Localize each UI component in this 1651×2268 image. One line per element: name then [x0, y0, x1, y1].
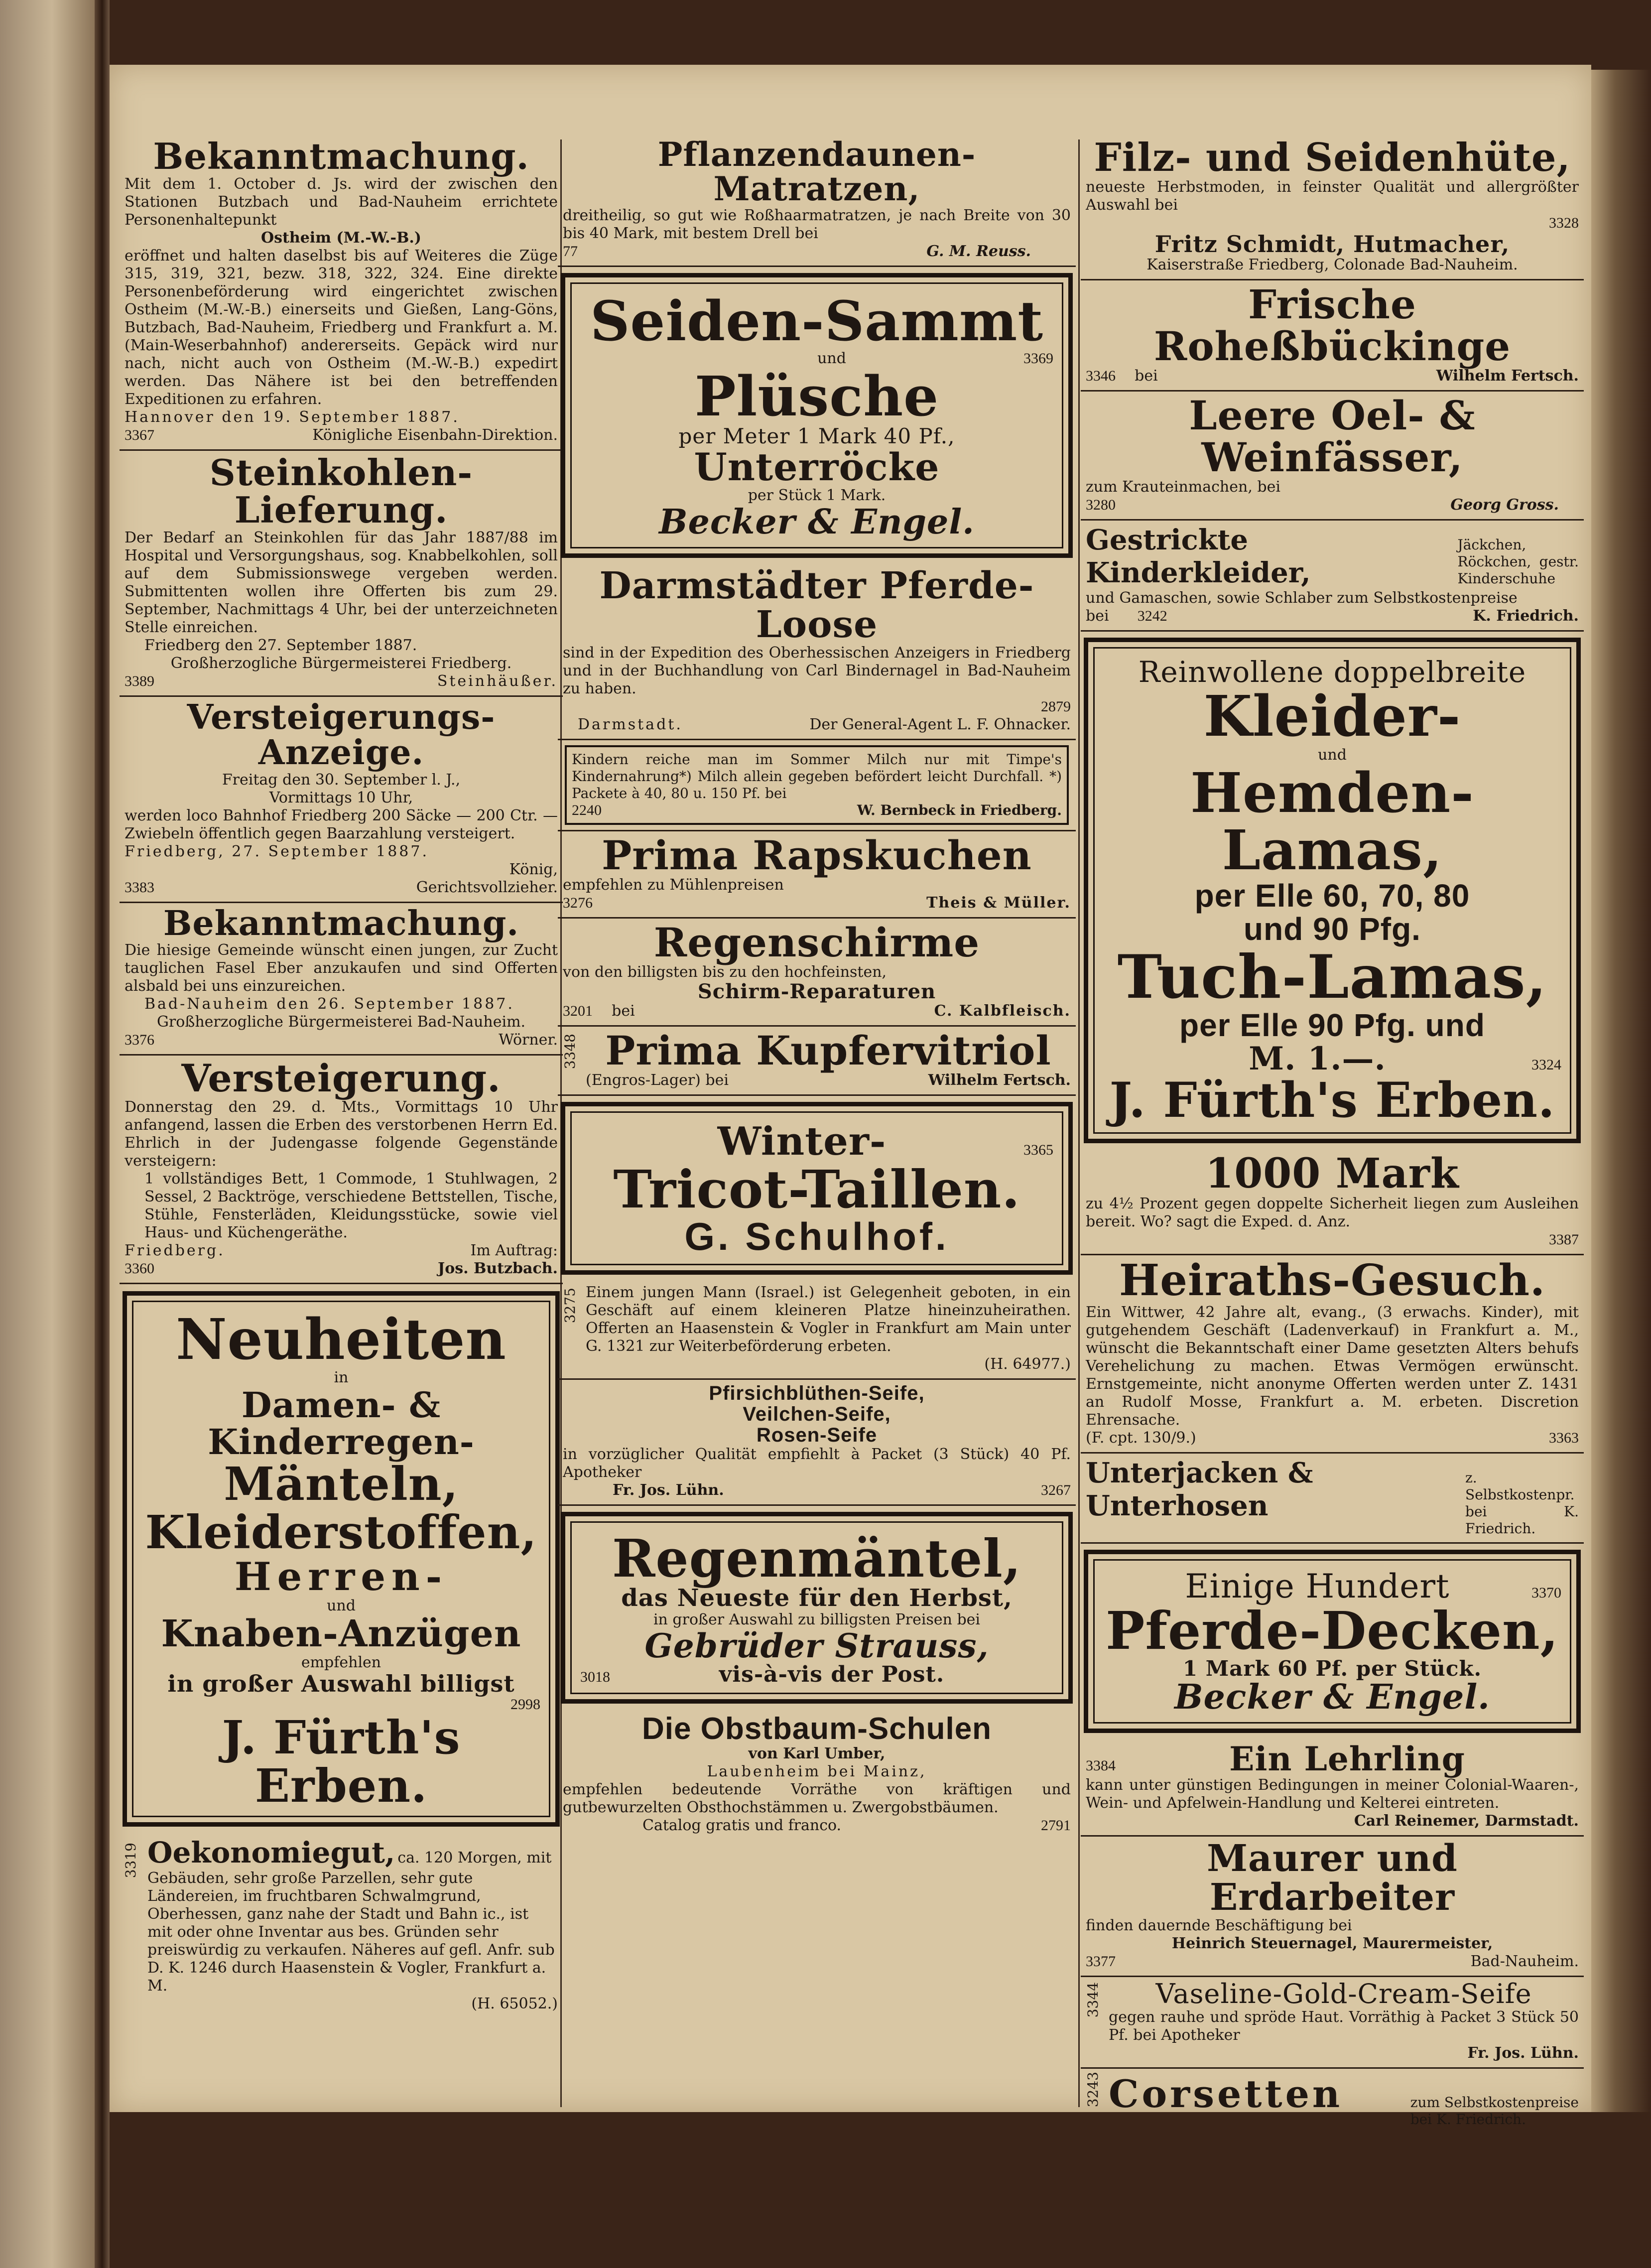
ad-regenmaentel-box [561, 1512, 1073, 1704]
ad-number: 3324 [1531, 1057, 1561, 1073]
ad-title: Die Obstbaum-Schulen [641, 1712, 992, 1746]
ad-bei: bei [612, 1002, 635, 1020]
ad-title: Heiraths-Gesuch. [1119, 1255, 1545, 1306]
ad-side: Jäckchen, Röckchen, gestr. Kinderschuhe [1457, 536, 1579, 587]
ad-versteigerungs-anzeige [120, 697, 563, 903]
ad-signature: W. Bernbeck in Friedberg. [857, 802, 1062, 819]
ad-office: Großherzogliche Bürgermeisterei Bad-Nauheim. [156, 1013, 526, 1031]
ad-subtitle: Schirm-Reparaturen [697, 980, 936, 1004]
ad-line: und [817, 350, 846, 368]
ad-number: 3344 [1085, 1982, 1101, 2018]
ad-line: Catalog gratis und franco. [642, 1817, 842, 1835]
ad-line: Einige Hundert [1185, 1567, 1450, 1605]
ad-number: 3377 [1086, 1953, 1116, 1970]
ad-body: werden loco Bahnhof Friedberg 200 Säcke — 200 Ctr. — Zwiebeln öffentlich gegen Baarzahlung versteigert. [125, 806, 558, 842]
ad-line: Damen- & Kinderregen- [208, 1384, 475, 1463]
ad-line: Plüsche [694, 364, 939, 429]
ad-maurer [1081, 1837, 1584, 1977]
ad-line: 1 Mark 60 Pf. per Stück. [1182, 1656, 1482, 1681]
ad-line: Unterröcke [694, 444, 940, 489]
ad-line: vis-à-vis der Post. [719, 1662, 945, 1688]
ad-body: sind in der Expedition des Oberhessischen Anzeigers in Friedberg und in der Buchhandlung von Carl Bindernagel in Bad-Nauheim zu haben. [563, 644, 1071, 698]
ad-line: und 90 Pfg. [1244, 911, 1421, 947]
ad-name: König, [509, 860, 558, 878]
ad-title: Versteigerung. [181, 1056, 501, 1100]
ad-neuheiten-box [123, 1291, 560, 1827]
ad-title: Winter- [717, 1119, 887, 1165]
ad-signature: Jos. Butzbach. [438, 1259, 558, 1277]
ad-number: 3389 [125, 672, 154, 689]
ad-line: Veilchen-Seife, [743, 1403, 891, 1426]
ad-number: 3365 [1023, 1142, 1053, 1159]
ad-line: per Stück 1 Mark. [748, 487, 886, 505]
ad-number: 3370 [1531, 1584, 1561, 1601]
page-edge-right [1591, 70, 1651, 2112]
ad-line: G. Schulhof. [684, 1214, 949, 1259]
ad-signature: Wilhelm Fertsch. [1436, 367, 1579, 385]
ad-signature: Gerichtsvollzieher. [416, 878, 558, 896]
ad-number: 3242 [1137, 608, 1167, 625]
ad-list: 1 vollständiges Bett, 1 Commode, 1 Stuhlwagen, 2 Sessel, 2 Backtröge, verschiedene Bettstellen, Tische, Stühle, Fensterläden, Kleidungsstücke, sowie viel Haus- und Küchengeräthe. [144, 1170, 558, 1241]
column-3 [1081, 134, 1584, 2133]
ad-signature: Fr. Jos. Lühn. [613, 1481, 724, 1499]
ad-number: 3243 [1085, 2071, 1101, 2108]
ad-title: Prima Kupfervitriol [605, 1027, 1051, 1074]
ad-line: Tuch-Lamas, [1117, 942, 1547, 1013]
ad-title: Seiden-Sammt [590, 288, 1044, 353]
ad-line: Rosen-Seife [756, 1424, 878, 1447]
ad-title: Leere Oel- & Weinfässer, [1189, 392, 1476, 481]
ad-number: 2879 [1041, 698, 1071, 715]
ad-ref: (H. 65052.) [471, 1995, 558, 2012]
ad-side: z. Selbstkostenpr. [1465, 1469, 1575, 1503]
ad-title: Steinkohlen-Lieferung. [209, 451, 473, 532]
column-rule [1078, 139, 1080, 2107]
ad-line: Knaben-Anzügen [161, 1612, 521, 1656]
ad-body: (Engros-Lager) bei [586, 1071, 729, 1089]
left-facing-page-edge [0, 0, 95, 2268]
ad-corsetten [1081, 2069, 1584, 2133]
ad-body: Einem jungen Mann (Israel.) ist Gelegenheit geboten, in ein Geschäft auf einem kleineren Platze hineinzuheirathen. Offerten an Haasenstein & Vogler in Frankfurt am Main unter G. 1321 zur Weiterbeförderung erbeten. [586, 1284, 1071, 1355]
ad-line: in großer Auswahl zu billigsten Preisen bei [653, 1610, 981, 1628]
ad-line: per Elle 90 Pfg. und [1179, 1007, 1485, 1044]
ad-line: J. Fürth's Erben. [222, 1711, 461, 1813]
ad-body: Ein Wittwer, 42 Jahre alt, evang., (3 erwachs. Kinder), mit gutgehendem Geschäft (Ladenverkauf) in Frankfurt a. M., wünscht die Bekanntschaft einer Dame gesetzten Alters behufs Verehelichung zu machen. Etwas Vermögen erwünscht. Ernstgemeinte, nicht anonyme Offerten werden unter Z. 1431 an Rudolf Mosse, Frankfurt a. M. erbeten. Discretion Ehrensache. [1086, 1303, 1579, 1429]
ad-body: zum Krauteinmachen, bei [1086, 478, 1280, 496]
ad-body: ca. 120 Morgen, mit Gebäuden, sehr große Parzellen, sehr gute Ländereien, im fruchtbaren Schwalmgrund, Oberhessen, ganz nahe der Stadt und Bahn ic., ist mit oder ohne Inventar aus bes. Gründen sehr preiswürdig zu verkaufen. Näheres auf gefl. Anfr. sub D. K. 1246 durch Haasenstein & Vogler, Frankfurt a. M. [147, 1849, 555, 1995]
ad-date: Bad-Nauheim den 26. September 1887. [144, 995, 514, 1013]
ad-kupfervitriol [558, 1027, 1076, 1096]
ad-1000-mark [1081, 1149, 1584, 1255]
ad-line: Pfirsichblüthen-Seife, [709, 1382, 925, 1405]
ad-signature: Carl Reinemer, Darmstadt. [1354, 1812, 1579, 1830]
ad-line: und [327, 1597, 356, 1615]
ad-line: und [1318, 746, 1347, 764]
ad-signature: K. Friedrich. [1473, 607, 1579, 625]
ad-title: Corsetten [1109, 2071, 1343, 2116]
ad-line: per Elle 60, 70, 80 [1194, 877, 1470, 914]
ad-title: Regenschirme [653, 919, 980, 966]
ad-versteigerung [120, 1056, 563, 1284]
ad-title: Bekanntmachung. [153, 135, 529, 177]
ad-pferde-loose [558, 564, 1076, 740]
ad-place: Bad-Nauheim. [1470, 1953, 1579, 1971]
ad-seifen [558, 1380, 1076, 1506]
book-spine [95, 0, 110, 2268]
ad-title: Oekonomiegut, [147, 1835, 395, 1869]
ad-place: Darmstadt. [578, 716, 683, 734]
ad-timpe-box [565, 745, 1069, 825]
ad-line: von Karl Umber, [748, 1745, 886, 1763]
ad-number: 3367 [125, 426, 154, 443]
column-2 [558, 134, 1076, 1840]
ad-side: bei K. Friedrich. [1465, 1503, 1579, 1537]
ad-number: 77 [563, 243, 578, 260]
ad-title: Neuheiten [176, 1307, 507, 1372]
ad-signature: Königliche Eisenbahn-Direktion. [312, 426, 558, 444]
ad-regenschirme [558, 919, 1076, 1027]
ad-number: 3363 [1549, 1429, 1579, 1446]
ad-body: Die hiesige Gemeinde wünscht einen jungen, zur Zucht tauglichen Fasel Eber anzukaufen und sind Offerten alsbald bei uns einzureichen. [125, 941, 558, 995]
ad-title: Darmstädter Pferde-Loose [599, 564, 1034, 646]
ad-body: dreitheilig, so gut wie Roßhaarmatratzen, je nach Breite von 30 bis 40 Mark, mit bestem Drell bei [563, 206, 1071, 242]
ad-seiden-sammt-box [561, 273, 1073, 558]
ad-title: Kleider- [1203, 684, 1461, 750]
ad-line: in großer Auswahl billigst [167, 1670, 515, 1698]
ad-number: 3383 [125, 879, 154, 896]
ad-number: 3319 [123, 1842, 139, 1878]
column-1 [120, 134, 563, 2018]
ad-office: Großherzogliche Bürgermeisterei Friedberg. [170, 654, 512, 672]
ad-kinderkleider [1081, 521, 1584, 632]
ad-line: M. 1.—. [1249, 1040, 1386, 1078]
ad-line: Herren- [234, 1554, 448, 1600]
ad-line: per Meter 1 Mark 40 Pf., [678, 423, 955, 448]
ad-signature: Theis & Müller. [926, 894, 1071, 912]
ad-jungen-mann [558, 1281, 1076, 1380]
ad-signature: Georg Gross. [1450, 496, 1559, 514]
ad-side: bei K. Friedrich. [1410, 2111, 1526, 2128]
ad-tricot-taillen-box [561, 1102, 1073, 1275]
ad-number: 3360 [125, 1260, 154, 1277]
ad-title: Pferde-Decken, [1106, 1600, 1559, 1661]
ad-number: 3201 [563, 1003, 593, 1020]
ad-line: Kleiderstoffen, [145, 1505, 537, 1559]
ad-body: Kindern reiche man im Sommer Milch nur mit Timpe's Kindernahrung*) Milch allein gegeben befördert leicht Durchfall. *) Packete à 40, 80 u. 150 Pf. bei [572, 751, 1062, 802]
ad-signature: Steinhäußer. [437, 672, 558, 690]
ad-number: 3387 [1549, 1231, 1579, 1248]
ad-steinkohlen [120, 451, 563, 697]
ad-body: empfehlen bedeutende Vorräthe von kräftigen und gutbewurzelten Obsthochstämmen u. Zwergobstbäumen. [563, 1781, 1071, 1817]
newspaper-page [110, 65, 1591, 2128]
ad-number: 3348 [562, 1034, 578, 1069]
ad-title: Gestrickte Kinderkleider, [1086, 524, 1311, 590]
ad-number: 3328 [1549, 214, 1579, 231]
ad-title: 1000 Mark [1205, 1150, 1459, 1198]
ad-title: Filz- und Seidenhüte, [1094, 135, 1571, 180]
ad-line: das Neueste für den Herbst, [621, 1584, 1013, 1612]
ad-line: empfehlen [301, 1654, 381, 1672]
ad-number: 3384 [1086, 1757, 1116, 1774]
ad-title: Vaseline-Gold-Cream-Seife [1155, 1978, 1532, 2010]
ad-signature: G. M. Reuss. [926, 242, 1031, 260]
ad-signature: Fr. Jos. Lühn. [1467, 2044, 1579, 2062]
ad-address: Kaiserstraße Friedberg, Colonade Bad-Nauheim. [1146, 256, 1518, 274]
ad-pferde-decken-box [1084, 1550, 1581, 1733]
ad-signature: C. Kalbfleisch. [934, 1002, 1071, 1020]
ad-signature: Wilhelm Fertsch. [928, 1071, 1071, 1089]
ad-body: Der Bedarf an Steinkohlen für das Jahr 1887/88 im Hospital und Versorgungshaus, sog. Knabbelkohlen, soll auf dem Submissionswege vergeben werden. Submittenten wollen ihre Offerten bis zum 29. September, Nachmittags 4 Uhr, bei der unterzeichneten Stelle einreichen. [125, 529, 558, 636]
ad-body: von den billigsten bis zu den hochfeinsten, [563, 963, 887, 981]
ad-line: Hemden-Lamas, [1190, 760, 1474, 883]
ad-body: gegen rauhe und spröde Haut. Vorräthig à Packet 3 Stück 50 Pf. bei Apotheker [1109, 2008, 1579, 2044]
ad-bei: bei [1135, 367, 1158, 385]
ad-number: 2240 [572, 802, 602, 819]
ad-line: J. Fürth's Erben. [1109, 1072, 1555, 1129]
ad-title: Prima Rapskuchen [602, 832, 1032, 879]
ad-oekonomiegut [120, 1833, 563, 2018]
ad-line: in [334, 1369, 349, 1387]
ad-number: 3280 [1086, 497, 1116, 514]
ad-bei: bei [1086, 607, 1109, 625]
ad-title: Frische Roheßbückinge [1153, 281, 1511, 370]
ad-number: 3267 [1041, 1482, 1071, 1499]
ad-body: Mit dem 1. October d. Js. wird der zwischen den Stationen Butzbach und Bad-Nauheim errichtete Personenhaltepunkt [125, 175, 558, 229]
ad-oel-weinfaesser [1081, 392, 1584, 521]
ad-body: finden dauernde Beschäftigung bei [1086, 1917, 1352, 1935]
ad-date: Hannover den 19. September 1887. [125, 408, 460, 426]
ad-title: Ein Lehrling [1229, 1739, 1465, 1778]
ad-number: 3275 [562, 1288, 578, 1324]
ad-unterjacken [1081, 1454, 1584, 1544]
ad-rohessbueckinge [1081, 280, 1584, 392]
ad-name: Fritz Schmidt, Hutmacher, [1154, 230, 1510, 258]
ad-body: und Gamaschen, sowie Schlaber zum Selbstkostenpreise [1086, 589, 1518, 607]
ad-line: Gebrüder Strauss, [644, 1626, 989, 1665]
ad-bekanntmachung-eber [120, 903, 563, 1056]
ad-title: Bekanntmachung. [163, 903, 519, 943]
ad-body: in vorzüglicher Qualität empfiehlt à Packet (3 Stück) 40 Pf. Apotheker [563, 1446, 1071, 1481]
ad-vaseline-seife [1081, 1977, 1584, 2069]
ad-pflanzendaunen [558, 134, 1076, 267]
ad-side: zum Selbstkostenpreise [1410, 2094, 1579, 2111]
ad-auftrag: Im Auftrag: [470, 1241, 558, 1259]
ad-line: Becker & Engel. [1174, 1677, 1490, 1718]
ad-number: 3369 [1023, 350, 1053, 367]
ad-number: 3346 [1086, 368, 1116, 385]
ad-line: Laubenheim bei Mainz, [707, 1763, 927, 1781]
ad-body: kann unter günstigen Bedingungen in meiner Colonial-Waaren-, Wein- und Apfelwein-Handlung und Kelterei eintreten. [1086, 1776, 1579, 1812]
ad-line: Tricot-Taillen. [613, 1159, 1020, 1220]
ad-date: Friedberg den 27. September 1887. [144, 636, 417, 654]
ad-obstbaum [558, 1710, 1076, 1840]
ad-kleider-lamas-box [1084, 638, 1581, 1143]
ad-place: Ostheim (M.-W.-B.) [261, 229, 421, 247]
ad-lehrling [1081, 1739, 1584, 1837]
ad-number: 3018 [580, 1669, 610, 1686]
ad-number: 2998 [510, 1696, 540, 1713]
ad-line: Mänteln, [224, 1457, 459, 1511]
ad-number: 3376 [125, 1031, 154, 1048]
ad-date: Friedberg, 27. September 1887. [125, 842, 429, 860]
ad-title: Unterjacken & Unterhosen [1086, 1456, 1313, 1522]
ad-title: Versteigerungs-Anzeige. [187, 697, 496, 773]
ad-date: Friedberg. [125, 1241, 225, 1259]
ad-line: Becker & Engel. [659, 502, 975, 542]
ad-rapskuchen [558, 830, 1076, 919]
ad-signature: Der General-Agent L. F. Ohnacker. [809, 716, 1071, 734]
ad-body: neueste Herbstmoden, in feinster Qualität und allergrößter Auswahl bei [1086, 178, 1579, 214]
ad-ref: (F. cpt. 130/9.) [1086, 1429, 1196, 1447]
ad-bekanntmachung-ostheim [120, 134, 563, 451]
ad-title: Maurer und Erdarbeiter [1207, 1837, 1458, 1919]
ad-body: eröffnet und halten daselbst bis auf Weiteres die Züge 315, 319, 321, bezw. 318, 322, 324. Eine direkte Personenbeförderung wird eingerichtet zwischen Ostheim (M.-W.-B.) einerseits und Gießen, Lang-Göns, Butzbach, Bad-Nauheim, Friedberg und Frankfurt a. M. (Main-Weserbahnhof) andererseits. Gepäck wird nur nach, nicht auch von Ostheim (M.-W.-B.) expedirt werden. Das Nähere ist bei den betreffenden Expeditionen zu erfahren. [125, 247, 558, 408]
ad-name: Heinrich Steuernagel, Maurermeister, [1171, 1935, 1493, 1953]
ad-title: Regenmäntel, [612, 1528, 1022, 1590]
ad-body: Donnerstag den 29. d. Mts., Vormittags 10 Uhr anfangend, lassen die Erben des verstorbenen Herrn Ed. Ehrlich in der Judengasse folgende Gegenstände versteigern: [125, 1098, 558, 1170]
ad-number: 2791 [1041, 1817, 1071, 1834]
ad-title: Pflanzendaunen-Matratzen, [657, 135, 976, 209]
ad-filz-seidenhuete [1081, 134, 1584, 280]
ad-heiraths-gesuch [1081, 1255, 1584, 1453]
ad-ref: (H. 64977.) [984, 1355, 1071, 1373]
ad-body: zu 4½ Prozent gegen doppelte Sicherheit liegen zum Ausleihen bereit. Wo? sagt die Exped. d. Anz. [1086, 1195, 1579, 1231]
ad-number: 3276 [563, 895, 593, 912]
ad-line: Reinwollene doppelbreite [1138, 655, 1526, 689]
ad-signature: Wörner. [499, 1031, 558, 1049]
ad-line: Vormittags 10 Uhr, [269, 789, 413, 806]
ad-body: empfehlen zu Mühlenpreisen [563, 876, 784, 894]
ad-line: Freitag den 30. September l. J., [222, 771, 461, 789]
